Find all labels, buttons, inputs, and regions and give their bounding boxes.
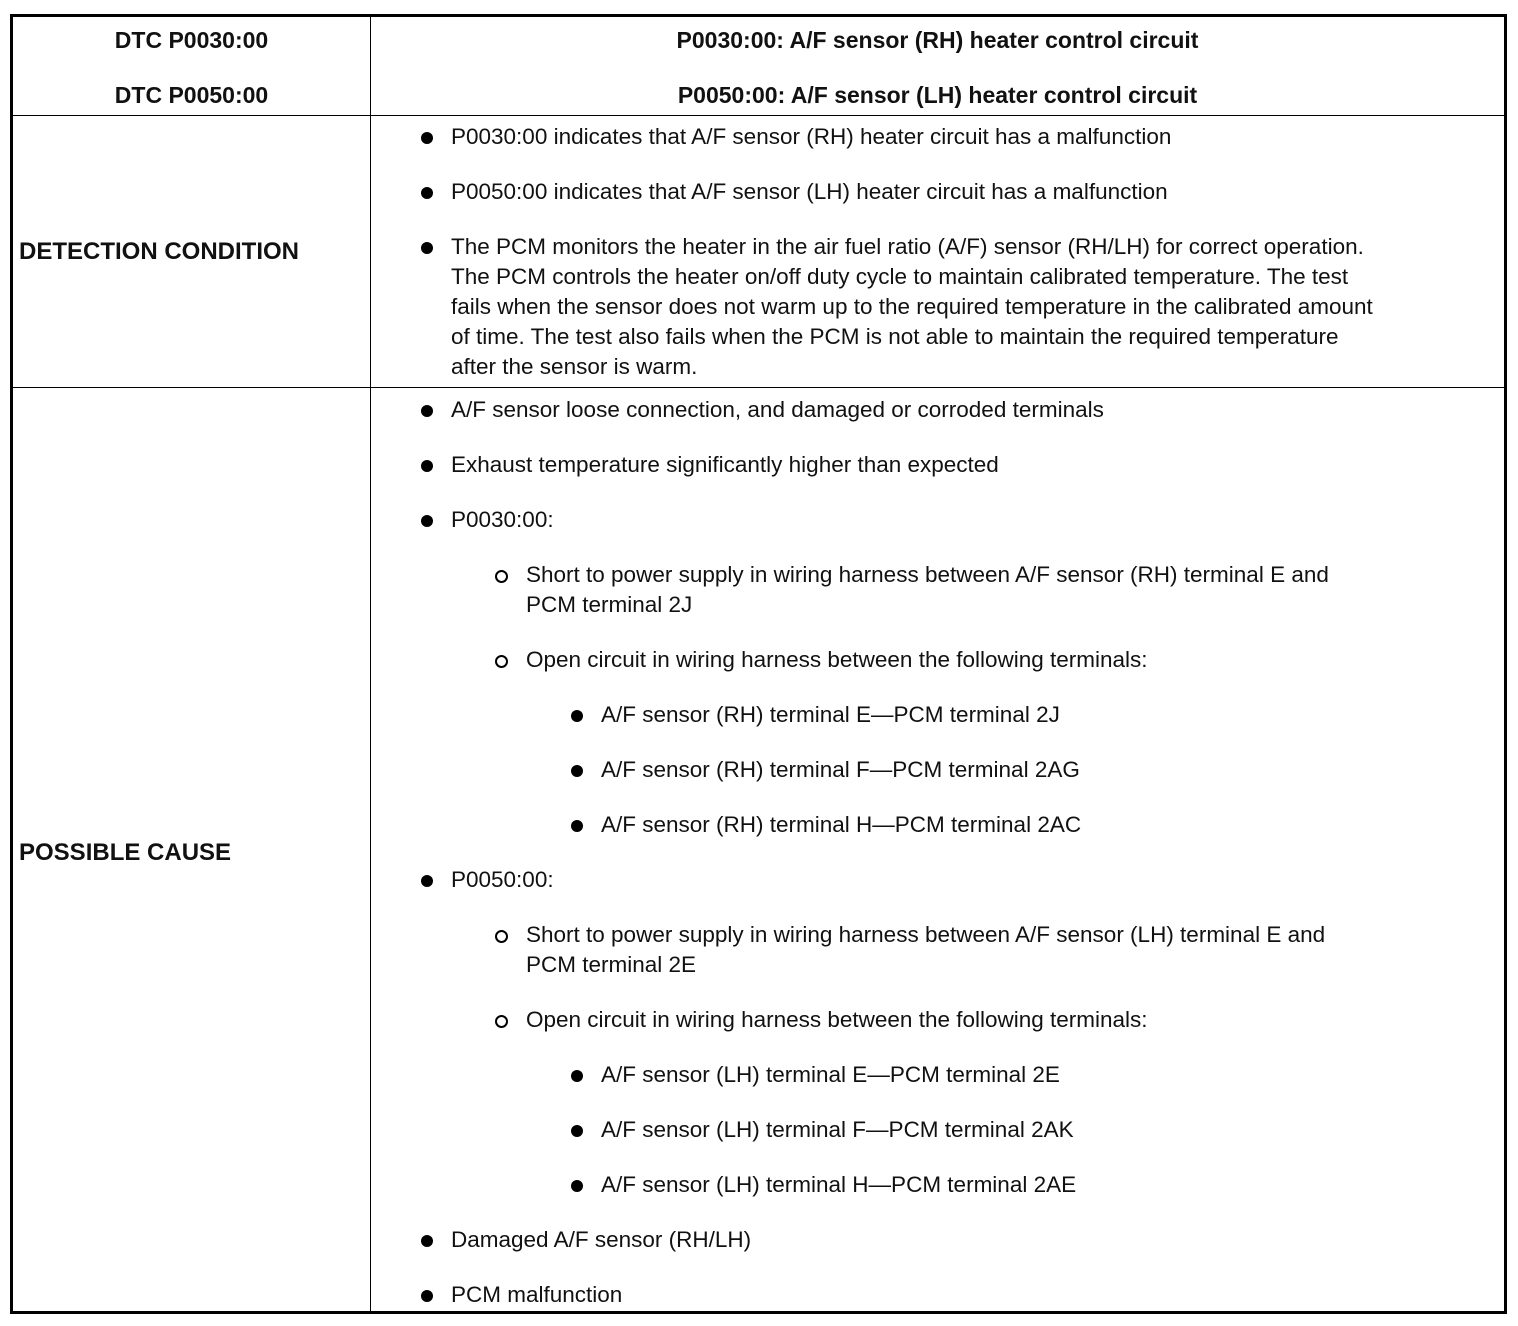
cause-terminal-text: A/F sensor (LH) terminal H—PCM terminal 2AE bbox=[601, 1172, 1077, 1197]
bullet-dot-icon bbox=[421, 1235, 433, 1247]
bullet-dot-icon bbox=[571, 710, 583, 722]
bullet-dot-icon bbox=[421, 242, 433, 254]
detection-label-cell bbox=[13, 116, 370, 387]
header-row bbox=[13, 17, 1504, 116]
cause-item-text: A/F sensor loose connection, and damaged or corroded terminals bbox=[451, 397, 1104, 422]
bullet-dot-icon bbox=[421, 187, 433, 199]
dtc-table bbox=[10, 14, 1507, 1314]
cause-terminal-item bbox=[601, 1060, 1501, 1090]
detection-item-text: P0050:00 indicates that A/F sensor (LH) heater circuit has a malfunction bbox=[451, 179, 1168, 204]
cause-item bbox=[451, 1225, 1501, 1255]
bullet-dot-icon bbox=[421, 515, 433, 527]
dtc-code-2: DTC P0050:00 bbox=[114, 82, 269, 108]
cause-subitem-text: Short to power supply in wiring harness between A/F sensor (RH) terminal E and PCM terminal 2J bbox=[526, 562, 1329, 617]
cause-subitem-text: Open circuit in wiring harness between the following terminals: bbox=[526, 1007, 1148, 1032]
bullet-dot-icon bbox=[571, 765, 583, 777]
cause-subitem bbox=[526, 920, 1506, 980]
detection-item bbox=[451, 232, 1501, 382]
bullet-ring-icon bbox=[495, 570, 508, 583]
dtc-title-1: P0030:00: A/F sensor (RH) heater control circuit bbox=[676, 27, 1199, 53]
cause-item bbox=[451, 450, 1501, 480]
cause-terminal-item bbox=[601, 700, 1501, 730]
bullet-dot-icon bbox=[571, 1180, 583, 1192]
cause-item bbox=[451, 865, 1501, 895]
cause-terminal-text: A/F sensor (LH) terminal E—PCM terminal 2E bbox=[601, 1062, 1060, 1087]
bullet-dot-icon bbox=[421, 405, 433, 417]
detection-item-text: The PCM monitors the heater in the air fuel ratio (A/F) sensor (RH/LH) for correct operation. The PCM controls the heater on/off duty cycle to maintain calibrated temperature. The test fails when the sensor does not warm up to the required temperature in the calibrated amount of time. The test also fails when the PCM is not able to maintain the required temperature after the sensor is warm. bbox=[451, 234, 1373, 379]
cause-item bbox=[451, 395, 1501, 425]
dtc-code-1: DTC P0030:00 bbox=[114, 27, 269, 53]
cause-item-text: Damaged A/F sensor (RH/LH) bbox=[451, 1227, 752, 1252]
bullet-dot-icon bbox=[571, 1070, 583, 1082]
cause-subitem bbox=[526, 560, 1506, 620]
cause-terminal-text: A/F sensor (LH) terminal F—PCM terminal 2AK bbox=[601, 1117, 1074, 1142]
bullet-ring-icon bbox=[495, 655, 508, 668]
cause-item-text: Exhaust temperature significantly higher than expected bbox=[451, 452, 999, 477]
cause-terminal-text: A/F sensor (RH) terminal H—PCM terminal 2AC bbox=[601, 812, 1082, 837]
cause-terminal-text: A/F sensor (RH) terminal F—PCM terminal 2AG bbox=[601, 757, 1080, 782]
possible-cause-content-cell bbox=[371, 388, 1504, 1311]
cause-item-text: P0050:00: bbox=[451, 867, 554, 892]
bullet-dot-icon bbox=[421, 460, 433, 472]
detection-content-cell bbox=[371, 116, 1504, 387]
possible-cause-label-cell bbox=[13, 388, 370, 1311]
cause-item bbox=[451, 1280, 1501, 1310]
cause-terminal-item bbox=[601, 810, 1501, 840]
bullet-dot-icon bbox=[421, 132, 433, 144]
bullet-dot-icon bbox=[571, 820, 583, 832]
cause-terminal-item bbox=[601, 1115, 1501, 1145]
cause-subitem bbox=[526, 1005, 1506, 1035]
cause-subitem bbox=[526, 645, 1506, 675]
cause-terminal-text: A/F sensor (RH) terminal E—PCM terminal 2J bbox=[601, 702, 1060, 727]
cause-subitem-text: Open circuit in wiring harness between the following terminals: bbox=[526, 647, 1148, 672]
header-right-cell bbox=[371, 17, 1504, 115]
cause-subitem-text: Short to power supply in wiring harness between A/F sensor (LH) terminal E and PCM terminal 2E bbox=[526, 922, 1326, 977]
detection-item bbox=[451, 177, 1501, 207]
detection-item bbox=[451, 122, 1501, 152]
possible-cause-label: POSSIBLE CAUSE bbox=[19, 839, 232, 866]
cause-item bbox=[451, 505, 1501, 535]
cause-item-text: P0030:00: bbox=[451, 507, 554, 532]
bullet-ring-icon bbox=[495, 930, 508, 943]
possible-cause-row bbox=[13, 388, 1504, 1311]
bullet-ring-icon bbox=[495, 1015, 508, 1028]
cause-item-text: PCM malfunction bbox=[451, 1282, 623, 1307]
header-left-cell bbox=[13, 17, 370, 115]
cause-terminal-item bbox=[601, 1170, 1501, 1200]
bullet-dot-icon bbox=[421, 875, 433, 887]
bullet-dot-icon bbox=[421, 1290, 433, 1302]
cause-terminal-item bbox=[601, 755, 1501, 785]
detection-label: DETECTION CONDITION bbox=[19, 238, 299, 265]
detection-row bbox=[13, 116, 1504, 388]
bullet-dot-icon bbox=[571, 1125, 583, 1137]
dtc-title-2: P0050:00: A/F sensor (LH) heater control circuit bbox=[677, 82, 1198, 108]
detection-item-text: P0030:00 indicates that A/F sensor (RH) heater circuit has a malfunction bbox=[451, 124, 1172, 149]
